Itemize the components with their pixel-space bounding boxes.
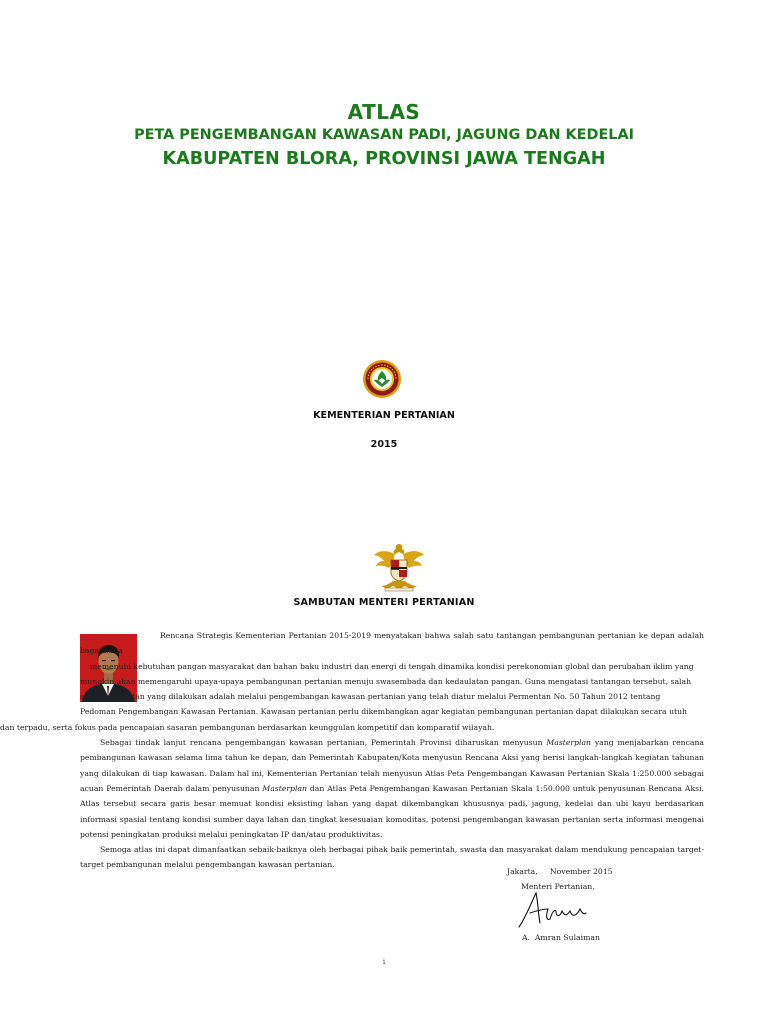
page-number: i [382,958,386,966]
ministry-logo-icon [362,359,402,399]
atlas-title: ATLAS [347,100,421,124]
cover-year: 2015 [370,439,398,450]
cover-title-block [0,100,768,170]
foreword-paragraph-2 [80,735,704,842]
paragraph-line: mungkin akan memengaruhi upaya-upaya pembangunan pertanian menuju swasembada dan kedaulatan pangan. Guna mengatasi tantangan tersebut, salah [80,676,692,686]
paragraph-text: dan Atlas Peta Pengembangan Kawasan Pertanian Skala 1:50.000 untuk penyusunan Rencana Aksi. Atlas tersebut secara garis besar memuat kondisi eksisting lahan yang dapat dikembangkan khususnya padi, jagung, kedelai dan ubi kayu berdasarkan informasi spasial tentang kondisi sumber daya lahan dan tingkat kesesuaian komoditas, potensi pengembangan kawasan pertanian serta informasi mengenai potensi peningkatan produksi melalui peningkatan IP dan/atau produktivitas. [80,783,704,839]
garuda-emblem-icon [371,538,427,594]
paragraph-line: Pedoman Pengembangan Kawasan Pertanian. Kawasan pertanian perlu dikembangkan agar kegiatan pembangunan pertanian dapat dilakukan secara utuh [80,707,688,717]
paragraph-line: memenuhi kebutuhan pangan masyarakat dan bahan baku industri dan energi di tengah dinamika kondisi perekonomian global dan perubahan iklim yang [90,661,694,671]
paragraph-line: dan terpadu, serta fokus pada pencapaian sasaran pembangunan berdasarkan keunggulan kompetitif dan komparatif wilayah. [0,722,495,732]
foreword-heading: SAMBUTAN MENTERI PERTANIAN [293,597,475,608]
signer-name: A. Amran Sulaiman [522,933,600,942]
paragraph-line: Rencana Strategis Kementerian Pertanian 2015-2019 menyatakan bahwa salah satu tantangan pembangunan pertanian ke depan adalah bagaimana [80,631,704,656]
signer-title: Menteri Pertanian, [521,882,595,891]
atlas-region-title: KABUPATEN BLORA, PROVINSI JAWA TENGAH [162,149,606,169]
foreword-paragraph-3: Semoga atlas ini dapat dimanfaatkan sebaik-baiknya oleh berbagai pihak baik pemerintah, swasta dan masyarakat dalam mendukung pencapaian target-target pembangunan melalui pengembangan kawasan pertanian. [80,845,704,870]
handwritten-signature-icon [516,887,588,931]
foreword-paragraph-1 [0,628,704,735]
ministry-name: KEMENTERIAN PERTANIAN [313,410,455,421]
atlas-subtitle: PETA PENGEMBANGAN KAWASAN PADI, JAGUNG DAN KEDELAI [134,127,634,143]
paragraph-text: yang menjabarkan rencana pembangunan kawasan selama lima tahun ke depan, dan Pemerintah Kabupaten/Kota menyusun Rencana Aksi yang berisi langkah-langkah kegiatan tahunan yang dilakukan di tiap kawasan. Dalam hal ini, Kementerian Pertanian telah menyusun Atlas Peta Pengembangan Kawasan Pertanian Skala 1:250.000 sebagai acuan Pemerintah Daerah dalam penyusunan [80,738,705,793]
paragraph-line: satu pendekatan yang dilakukan adalah melalui pengembangan kawasan pertanian yang telah diatur melalui Permentan No. 50 Tahun 2012 tentang [80,692,661,702]
foreword-body [0,628,705,873]
paragraph-text: Sebagai tindak lanjut rencana pengembangan kawasan pertanian, Pemerintah Provinsi diharuskan menyusun [100,738,547,748]
place-date: Jakarta, November 2015 [507,867,613,876]
emphasis-text: Masterplan [546,738,592,748]
emphasis-text: Masterplan [262,783,307,793]
